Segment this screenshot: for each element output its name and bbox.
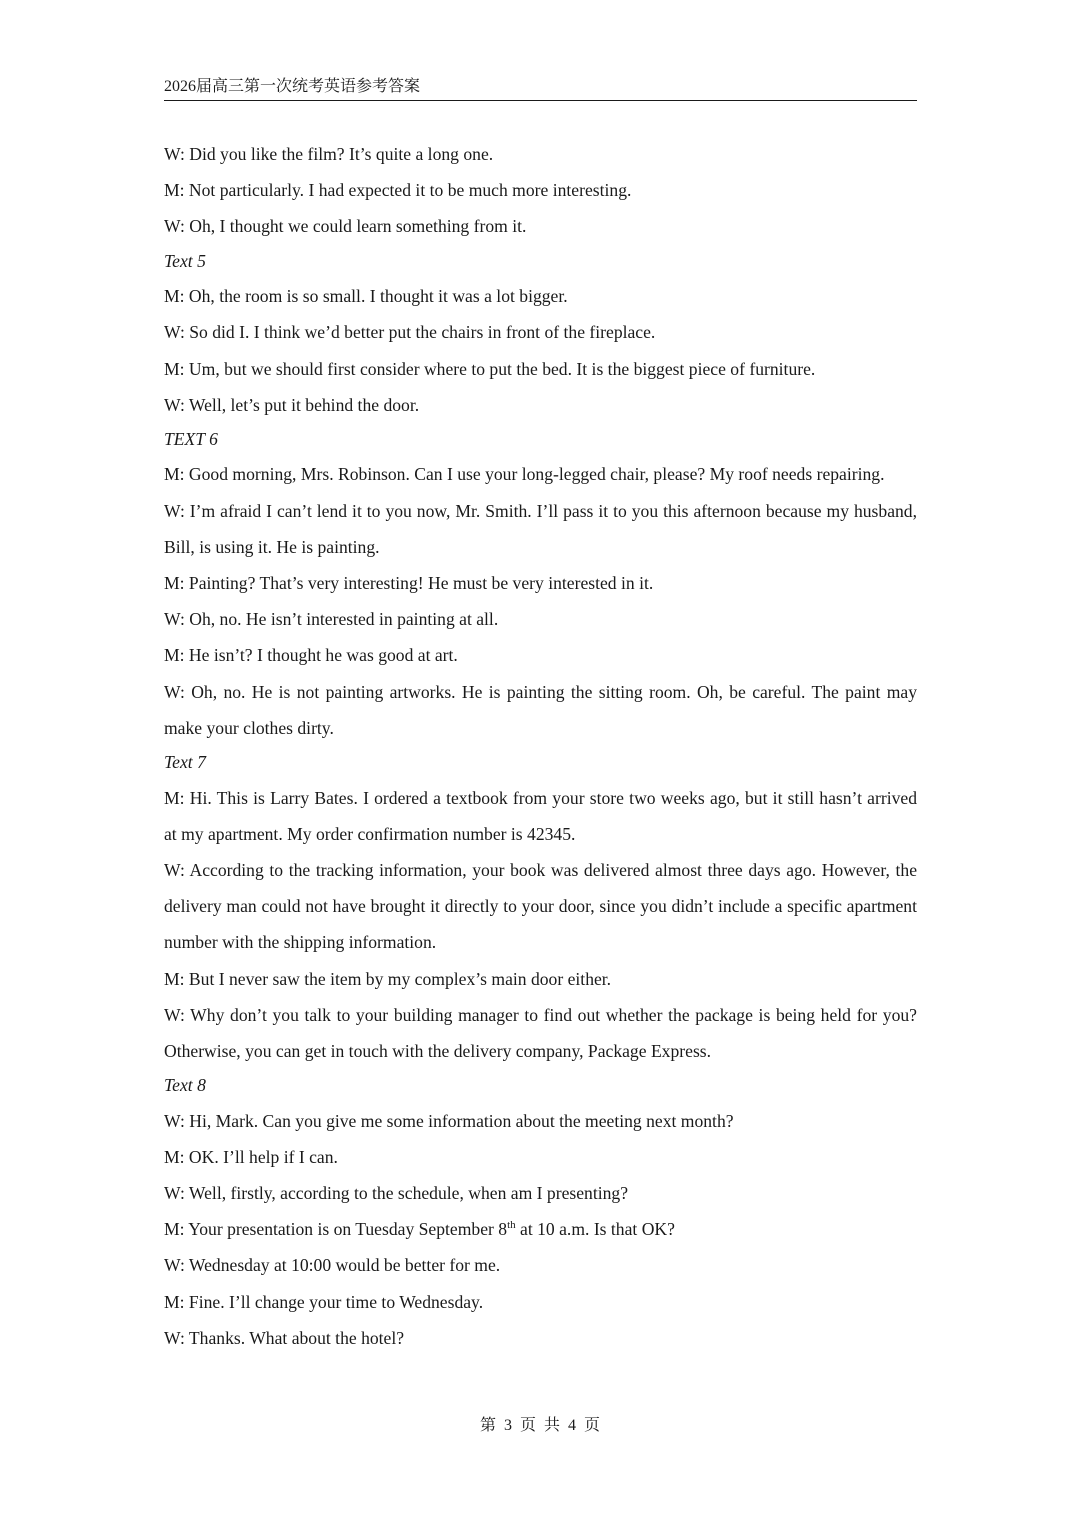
line-text-continued: at 10 a.m. Is that OK? bbox=[515, 1219, 675, 1240]
dialogue-paragraph: M: Hi. This is Larry Bates. I ordered a textbook from your store two weeks ago, but it still hasn’t arrived at my apartment. My order confirmation number is 42345. bbox=[164, 787, 917, 844]
dialogue-line: M: Um, but we should first consider where to put the bed. It is the biggest piece of furniture. bbox=[164, 358, 816, 379]
dialogue-line: M: He isn’t? I thought he was good at art. bbox=[164, 645, 458, 666]
dialogue-line: M: Fine. I’ll change your time to Wednesday. bbox=[164, 1291, 484, 1312]
dialogue-line: W: So did I. I think we’d better put the chairs in front of the fireplace. bbox=[164, 322, 656, 343]
dialogue-line: W: Did you like the film? It’s quite a long one. bbox=[164, 144, 494, 164]
dialogue-line: M: Painting? That’s very interesting! He must be very interested in it. bbox=[164, 573, 654, 594]
line-text: M: Your presentation is on Tuesday September 8 bbox=[164, 1219, 508, 1240]
dialogue-line: W: Well, let’s put it behind the door. bbox=[164, 394, 420, 415]
dialogue-paragraph: W: Why don’t you talk to your building manager to find out whether the package is being held for you? Otherwise, you can get in touch with the delivery company, Package Express. bbox=[164, 1004, 917, 1061]
section-heading-text-5: Text 5 bbox=[164, 250, 206, 271]
dialogue-line: W: Thanks. What about the hotel? bbox=[164, 1327, 405, 1348]
section-heading-text-7: Text 7 bbox=[164, 752, 206, 773]
dialogue-line: W: Wednesday at 10:00 would be better for me. bbox=[164, 1255, 501, 1276]
dialogue-paragraph: W: I’m afraid I can’t lend it to you now, Mr. Smith. I’ll pass it to you this afternoon because my husband, Bill, is using it. He is painting. bbox=[164, 500, 917, 557]
dialogue-line: W: Hi, Mark. Can you give me some information about the meeting next month? bbox=[164, 1110, 734, 1131]
dialogue-line: M: But I never saw the item by my complex’s main door either. bbox=[164, 968, 612, 989]
page-number: 第 3 页 共 4 页 bbox=[479, 1417, 600, 1434]
page-footer bbox=[0, 1414, 1080, 1438]
section-heading-text-8: Text 8 bbox=[164, 1075, 206, 1096]
dialogue-paragraph: M: Good morning, Mrs. Robinson. Can I use your long-legged chair, please? My roof needs repairing. bbox=[164, 464, 885, 485]
dialogue-line: M: Not particularly. I had expected it to be much more interesting. bbox=[164, 180, 632, 201]
dialogue-line: M: OK. I’ll help if I can. bbox=[164, 1146, 338, 1167]
dialogue-paragraph: W: Oh, no. He is not painting artworks. He is painting the sitting room. Oh, be careful. The paint may make your clothes dirty. bbox=[164, 681, 917, 738]
dialogue-line: W: Oh, no. He isn’t interested in painting at all. bbox=[164, 609, 499, 630]
dialogue-line: M: Oh, the room is so small. I thought it was a lot bigger. bbox=[164, 286, 568, 307]
dialogue-line bbox=[164, 1211, 917, 1247]
dialogue-line: W: Oh, I thought we could learn something from it. bbox=[164, 216, 527, 237]
dialogue-line: W: Well, firstly, according to the schedule, when am I presenting? bbox=[164, 1183, 629, 1204]
transcript-body bbox=[164, 136, 917, 1356]
ordinal-suffix: th bbox=[507, 1219, 516, 1232]
header-title: 2026届高三第一次统考英语参考答案 bbox=[164, 78, 421, 95]
dialogue-paragraph: W: According to the tracking information, your book was delivered almost three days ago. However, the delivery man could not have brought it directly to your door, since you didn’t include a specific apartment number with the shipping information. bbox=[164, 859, 917, 953]
page-header bbox=[164, 76, 917, 101]
section-heading-text-6: TEXT 6 bbox=[164, 428, 218, 449]
